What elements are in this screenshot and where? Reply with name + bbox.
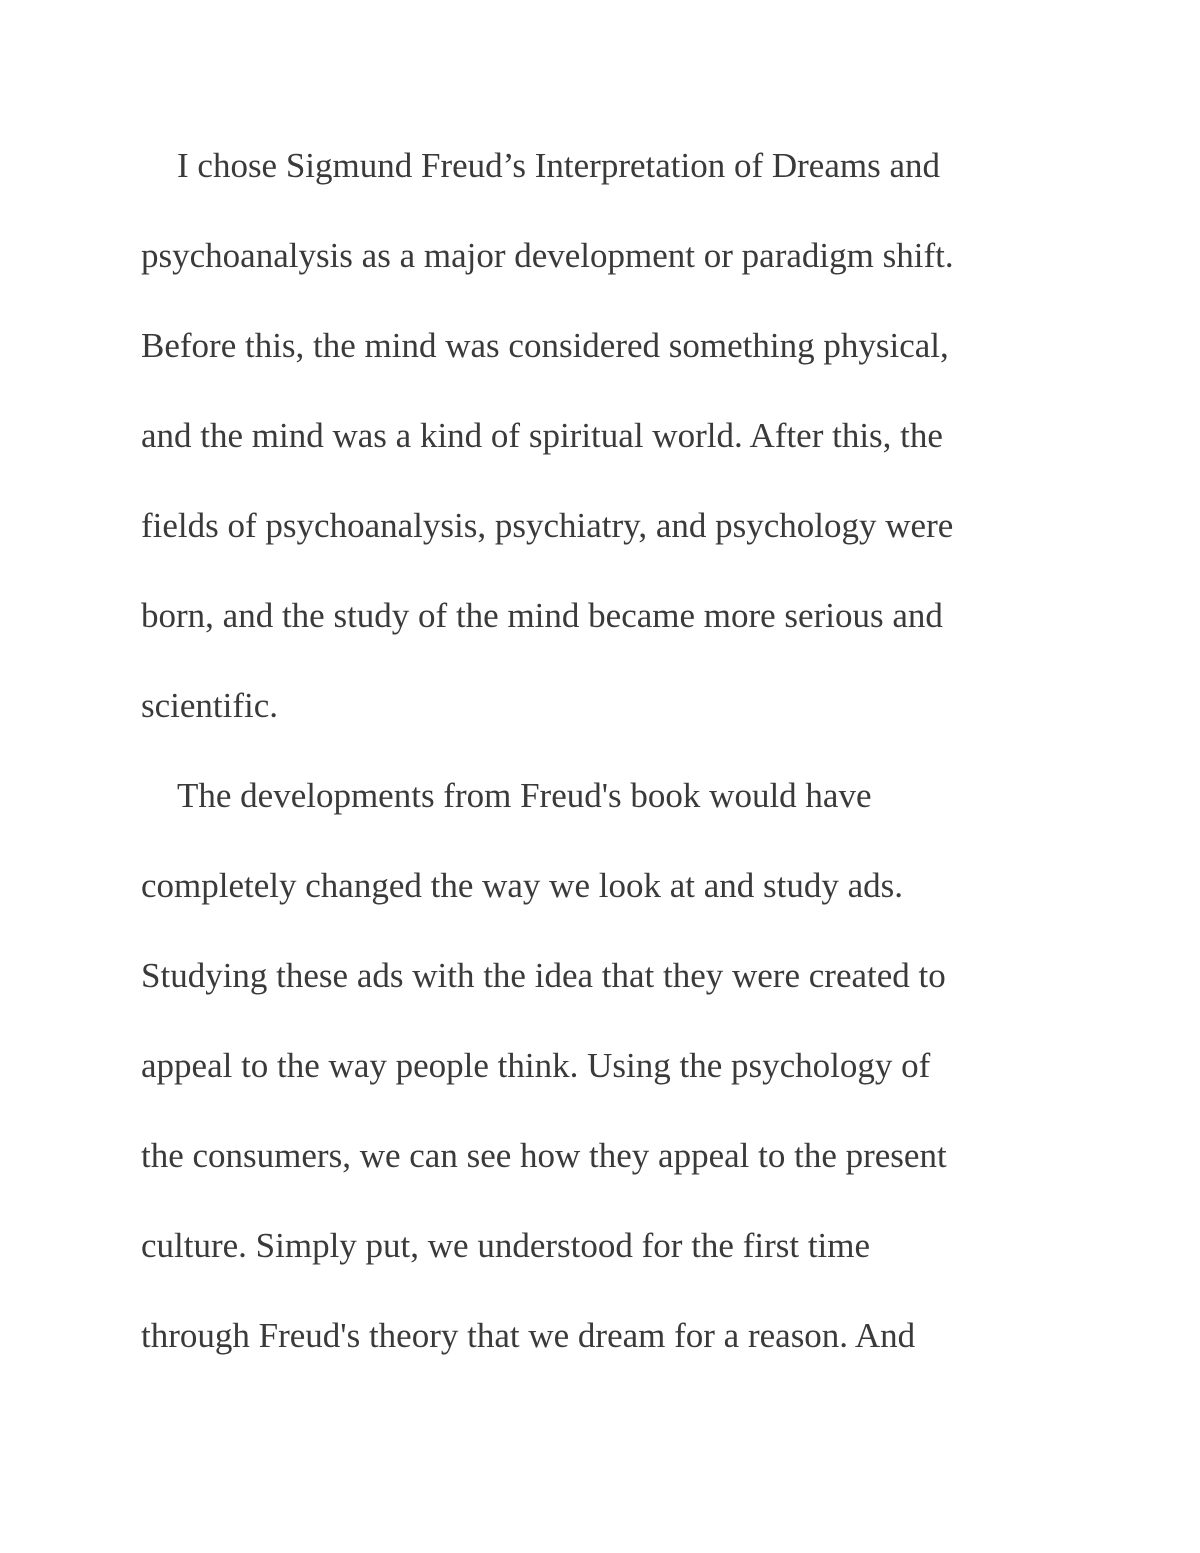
- paragraph-2: [141, 771, 1081, 1401]
- paragraph-1: [141, 141, 1081, 771]
- text-line: Studying these ads with the idea that they were created to: [141, 956, 946, 995]
- text-line: psychoanalysis as a major development or paradigm shift.: [141, 236, 954, 275]
- document-body: [141, 141, 1081, 1401]
- text-line: Before this, the mind was considered something physical,: [141, 326, 949, 365]
- text-line: fields of psychoanalysis, psychiatry, and psychology were: [141, 506, 954, 545]
- text-line: through Freud's theory that we dream for a reason. And: [141, 1316, 916, 1355]
- text-line: culture. Simply put, we understood for the first time: [141, 1226, 871, 1265]
- text-line: born, and the study of the mind became more serious and: [141, 596, 943, 635]
- text-line: scientific.: [141, 686, 279, 725]
- text-line: The developments from Freud's book would have: [177, 776, 872, 815]
- text-line: completely changed the way we look at and study ads.: [141, 866, 904, 905]
- text-line: I chose Sigmund Freud’s Interpretation of Dreams and: [177, 146, 941, 185]
- text-line: and the mind was a kind of spiritual world. After this, the: [141, 416, 943, 455]
- text-line: appeal to the way people think. Using the psychology of: [141, 1046, 931, 1085]
- text-line: the consumers, we can see how they appeal to the present: [141, 1136, 947, 1175]
